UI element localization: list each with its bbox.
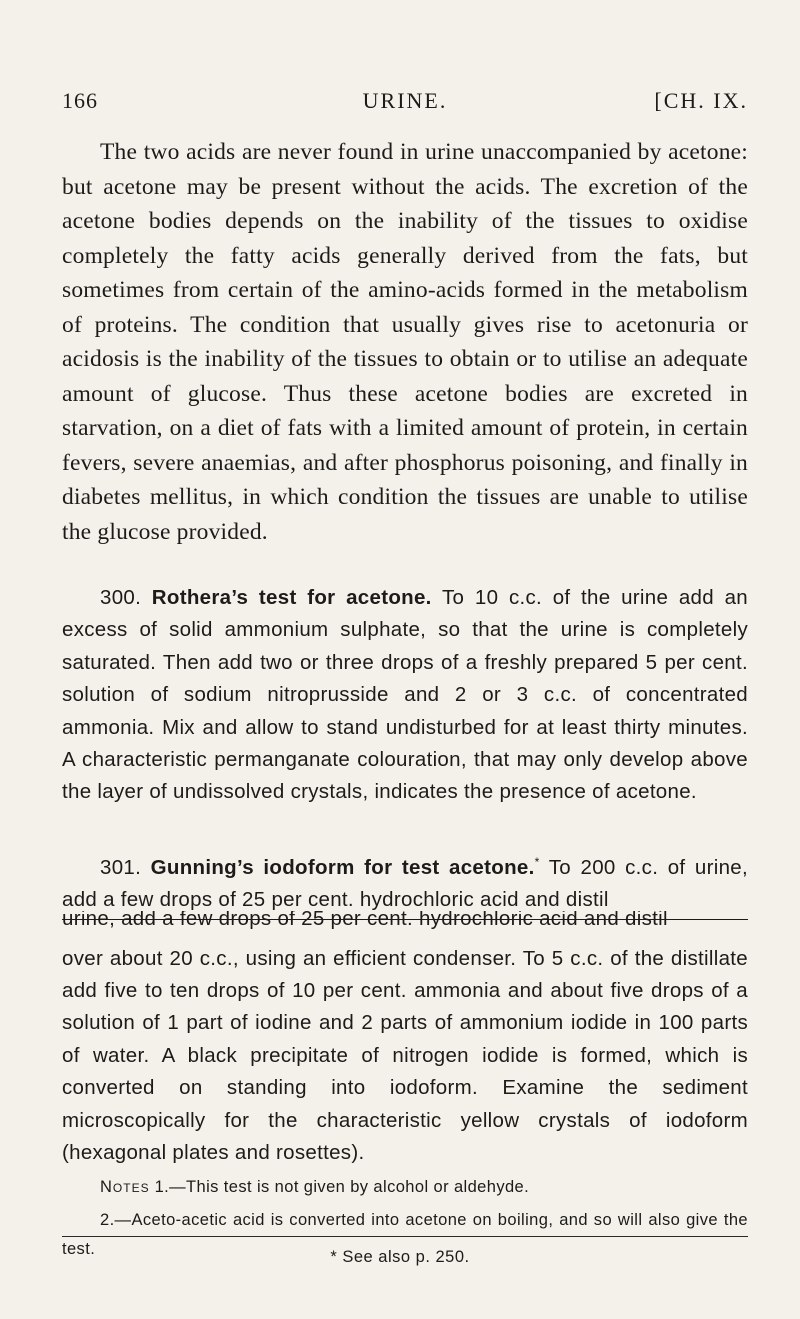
section-300-text: To 10 c.c. of the urine add an excess of solid ammonium sulphate, so that the urine is completely saturated. Then add two or three drops of a freshly prepared 5 per cent. solution of sodium nitroprusside and 2 or 3 c.c. of concentrated ammonia. Mix and allow to stand undisturbed for at least thirty minutes. A characteristic permanganate colouration, that may only develop above the layer of undissolved crystals, indicates the presence of acetone. [62, 586, 748, 804]
section-300-heading: Rothera’s test for acetone. [151, 586, 432, 609]
section-300 [62, 582, 748, 809]
notes-block [62, 1173, 748, 1202]
section-301-number: 301. [100, 855, 142, 879]
running-header [62, 88, 748, 128]
section-301-heading: Gunning’s iodoform for test acetone. [150, 855, 535, 879]
page-number: 166 [62, 88, 98, 113]
chapter-label: [CH. IX. [654, 88, 748, 113]
intro-paragraph [62, 135, 748, 549]
section-300-number: 300. [100, 586, 142, 609]
footnote: * See also p. 250. [330, 1248, 470, 1266]
footnote-marker: * [534, 855, 540, 869]
note-1: 1.—This test is not given by alcohol or aldehyde. [154, 1178, 530, 1196]
notes-label: Notes [100, 1178, 150, 1196]
footnote-divider [62, 1236, 748, 1237]
section-301 [62, 846, 748, 1169]
section-301-text-start: To 200 c.c. of urine, add a few drops of 25 per cent. hydrochloric acid and distil [62, 855, 748, 912]
intro-paragraph-text: The two acids are never found in urine unaccompanied by acetone: but acetone may be present without the acids. The excretion of the acetone bodies depends on the inability of the tissues to oxidise completely the fatty acids generally derived from the fats, but sometimes from certain of the amino-acids formed in the metabolism of proteins. The condition that usually gives rise to acetonuria or acidosis is the inability of the tissues to obtain or to utilise an adequate amount of glucose. Thus these acetone bodies are excreted in starvation, on a diet of fats with a limited amount of protein, in certain fevers, severe anaemias, and after phosphorus poisoning, and finally in diabetes mellitus, in which condition the tissues are unable to utilise the glucose provided. [62, 139, 748, 545]
struck-through-line: urine, add a few drops of 25 per cent. hydrochloric acid and distil [62, 911, 748, 941]
running-title: URINE. [362, 88, 448, 113]
note-2: 2.—Aceto-acetic acid is converted into acetone on boiling, and so will also give the test. [62, 1211, 748, 1258]
section-301-text-rest: over about 20 c.c., using an efficient condenser. To 5 c.c. of the distillate add five to ten drops of 10 per cent. ammonia and about five drops of a solution of 1 part of iodine and 2 parts of ammonium iodide in 100 parts of water. A black precipitate of nitrogen iodide is formed, which is converted on standing into iodoform. Examine the sediment microscopically for the characteristic yellow crystals of iodoform (hexagonal plates and rosettes). [62, 946, 748, 1165]
